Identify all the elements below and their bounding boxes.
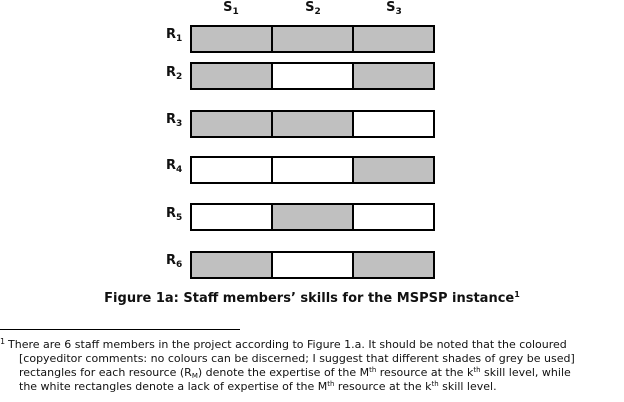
- skill-cell: [273, 253, 354, 277]
- skill-row-r2: [190, 62, 435, 90]
- skill-cell: [354, 64, 433, 88]
- row-label-r3: $R_3$: [166, 112, 183, 129]
- skill-cell: [273, 205, 354, 229]
- row-label-r4: $R_4$: [166, 158, 183, 175]
- skill-cell: [273, 112, 354, 136]
- skill-cell: [192, 253, 273, 277]
- skill-cell: [273, 64, 354, 88]
- skill-cell: [192, 158, 273, 182]
- caption-footnote-marker: 1: [514, 290, 520, 299]
- column-header-s1: $S_1$: [223, 0, 239, 17]
- skill-cell: [273, 27, 354, 51]
- column-header-s2: $S_2$: [305, 0, 321, 17]
- skill-cell: [192, 112, 273, 136]
- skill-row-r4: [190, 156, 435, 184]
- skill-row-r6: [190, 251, 435, 279]
- figure-caption: [0, 290, 624, 308]
- skill-cell: [354, 27, 433, 51]
- footnote-divider: [0, 329, 240, 330]
- skill-row-r3: [190, 110, 435, 138]
- footnote-line-3: rectangles for each resource $(R_M)$ denote the expertise of the Mth resource at the $k^{th}$ skill level, while: [19, 366, 571, 380]
- skill-cell: [192, 64, 273, 88]
- skill-cell: [354, 158, 433, 182]
- row-label-r1: $R_1$: [166, 27, 183, 44]
- footnote-marker: 1: [0, 337, 6, 346]
- skill-cell: [192, 27, 273, 51]
- column-header-s3: $S_3$: [386, 0, 402, 17]
- footnote: [0, 338, 624, 394]
- footnote-line-2: [copyeditor comments: no colours can be discerned; I suggest that different shades of grey be used]: [19, 352, 575, 365]
- skill-cell: [273, 158, 354, 182]
- caption-text: Figure 1a: Staff members’ skills for the MSPSP instance: [104, 291, 515, 306]
- skill-cell: [354, 112, 433, 136]
- footnote-line-4: the white rectangles denote a lack of expertise of the Mth resource at the $k^{th}$ skill level.: [19, 380, 497, 393]
- skill-cell: [192, 205, 273, 229]
- row-label-r6: $R_6$: [166, 253, 183, 270]
- skill-cell: [354, 253, 433, 277]
- row-label-r5: $R_5$: [166, 206, 183, 223]
- skill-row-r5: [190, 203, 435, 231]
- row-label-r2: $R_2$: [166, 65, 183, 82]
- skill-row-r1: [190, 25, 435, 53]
- footnote-line-1: There are 6 staff members in the project according to Figure 1.a. It should be noted that the coloured: [8, 338, 567, 351]
- skill-cell: [354, 205, 433, 229]
